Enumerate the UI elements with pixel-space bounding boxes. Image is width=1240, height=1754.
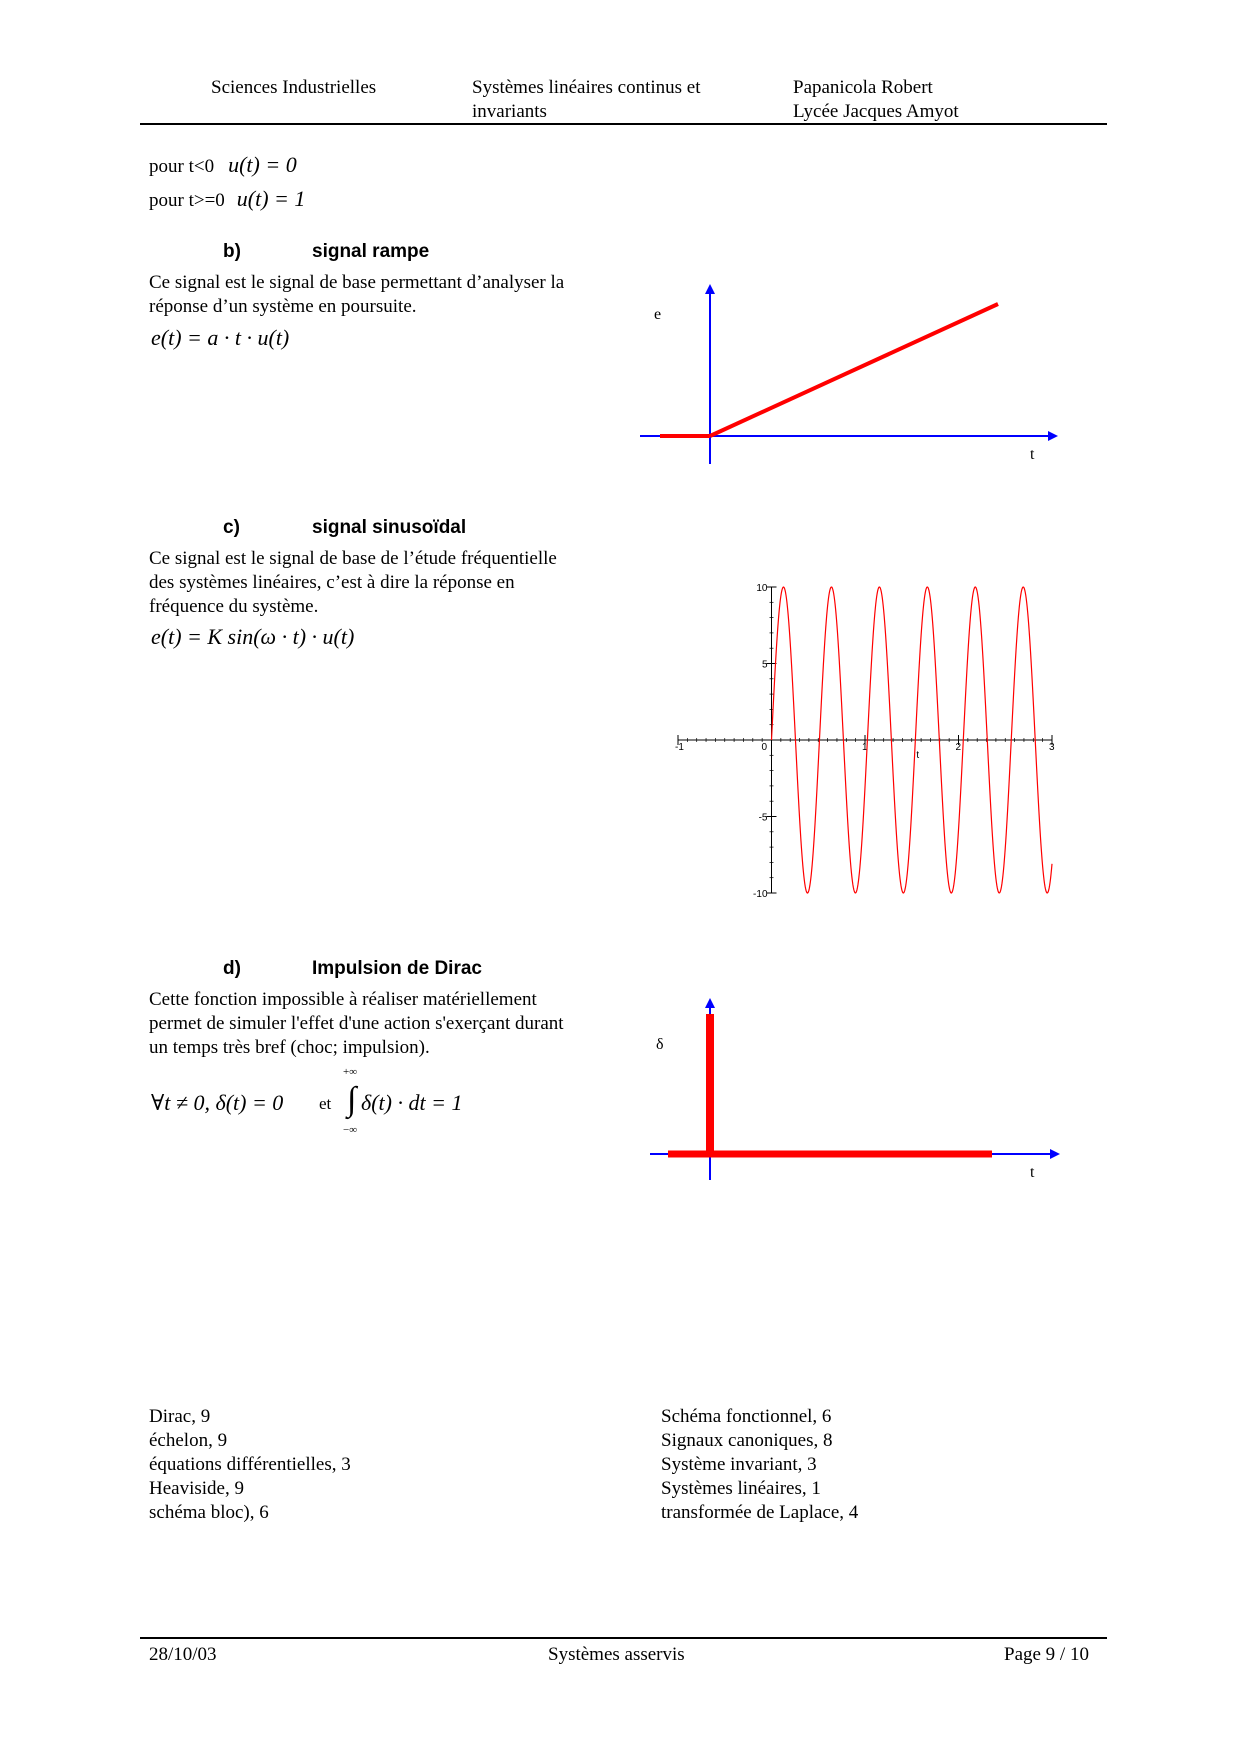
header-right-line2: Lycée Jacques Amyot <box>793 101 959 122</box>
step-condition-1: pour t<0 <box>149 156 215 177</box>
dirac-text-line1: Cette fonction impossible à réaliser matériellement <box>149 989 537 1010</box>
step-condition-2: pour t>=0 <box>149 190 225 211</box>
ramp-chart <box>640 280 1070 480</box>
index-entry: Heaviside, 9 <box>149 1478 244 1499</box>
index-entry: schéma bloc), 6 <box>149 1502 269 1523</box>
index-left-column <box>149 1405 351 1525</box>
ramp-y-label: e <box>654 306 662 323</box>
sine-y-tick-label: 10 <box>756 583 768 594</box>
sine-y-tick-label: 5 <box>761 659 768 671</box>
sine-chart <box>660 575 1060 905</box>
sine-section-title: signal sinusoïdal <box>312 517 467 538</box>
header-left: Sciences Industrielles <box>211 77 377 98</box>
dirac-section-letter: d) <box>223 958 241 979</box>
integral-sign: ∫ <box>347 1081 357 1118</box>
sine-x-tick-label: 1 <box>862 742 868 753</box>
header-rule <box>140 123 1107 125</box>
index-right-column <box>661 1405 858 1525</box>
index-entry: Systèmes linéaires, 1 <box>661 1478 821 1499</box>
index-entry: Schéma fonctionnel, 6 <box>661 1406 832 1427</box>
dirac-section-title: Impulsion de Dirac <box>312 958 482 979</box>
sine-section-letter: c) <box>223 517 240 538</box>
sine-text-line3: fréquence du système. <box>149 596 319 617</box>
dirac-text-line3: un temps très bref (choc; impulsion). <box>149 1037 430 1058</box>
index-entry: échelon, 9 <box>149 1430 228 1451</box>
sine-formula: e(t) = K sin(ω · t) · u(t) <box>151 624 355 649</box>
header-right-line1: Papanicola Robert <box>793 77 933 98</box>
sine-y-tick-label: -10 <box>753 889 768 900</box>
dirac-x-label: t <box>1030 1164 1035 1181</box>
ramp-text-line2: réponse d’un système en poursuite. <box>149 296 417 317</box>
dirac-chart <box>650 996 1070 1186</box>
footer-page-number: Page 9 / 10 <box>1004 1644 1089 1665</box>
step-line-2 <box>149 186 305 213</box>
sine-y-tick-label: -5 <box>758 812 768 824</box>
header-center-line1: Systèmes linéaires continus et <box>472 77 701 98</box>
sine-x-label: t <box>916 750 920 761</box>
sine-x-tick-label: 3 <box>1049 742 1055 753</box>
ramp-x-label: t <box>1030 446 1035 463</box>
dirac-text-line2: permet de simuler l'effet d'une action s'exerçant durant <box>149 1013 564 1034</box>
ramp-text-line1: Ce signal est le signal de base permettant d’analyser la <box>149 272 565 293</box>
ramp-section-title: signal rampe <box>312 241 430 262</box>
sine-x-tick-label: 0 <box>761 742 768 753</box>
step-formula-1: u(t) = 0 <box>228 152 297 177</box>
ramp-section-letter: b) <box>223 241 241 262</box>
dirac-formula-part1: ∀t ≠ 0, δ(t) = 0 <box>151 1090 284 1115</box>
step-line-1 <box>149 152 297 179</box>
index-entry: transformée de Laplace, 4 <box>661 1502 859 1523</box>
footer-date: 28/10/03 <box>149 1644 217 1665</box>
index-entry: Signaux canoniques, 8 <box>661 1430 833 1451</box>
ramp-formula: e(t) = a · t · u(t) <box>151 325 290 350</box>
integral-upper-bound: +∞ <box>343 1066 358 1078</box>
integral-lower-bound: −∞ <box>343 1124 358 1136</box>
dirac-formula-et: et <box>319 1094 332 1113</box>
sine-plot <box>660 575 1060 905</box>
header-center-line2: invariants <box>472 101 547 122</box>
index-entry: Dirac, 9 <box>149 1406 211 1427</box>
step-formula-2: u(t) = 1 <box>236 186 306 211</box>
sine-text-line1: Ce signal est le signal de base de l’étude fréquentielle <box>149 548 557 569</box>
dirac-formula <box>151 1066 511 1138</box>
sine-text-line2: des systèmes linéaires, c’est à dire la réponse en <box>149 572 515 593</box>
sine-x-tick-label: 2 <box>955 742 962 753</box>
footer-title: Systèmes asservis <box>548 1644 685 1665</box>
dirac-y-label: δ <box>656 1036 664 1053</box>
footer-rule <box>140 1637 1107 1639</box>
index-entry: Système invariant, 3 <box>661 1454 817 1475</box>
dirac-formula-part2: δ(t) · dt = 1 <box>361 1090 463 1115</box>
index-entry: équations différentielles, 3 <box>149 1454 351 1475</box>
ramp-line <box>710 304 998 436</box>
sine-x-tick-label: -1 <box>675 742 684 753</box>
